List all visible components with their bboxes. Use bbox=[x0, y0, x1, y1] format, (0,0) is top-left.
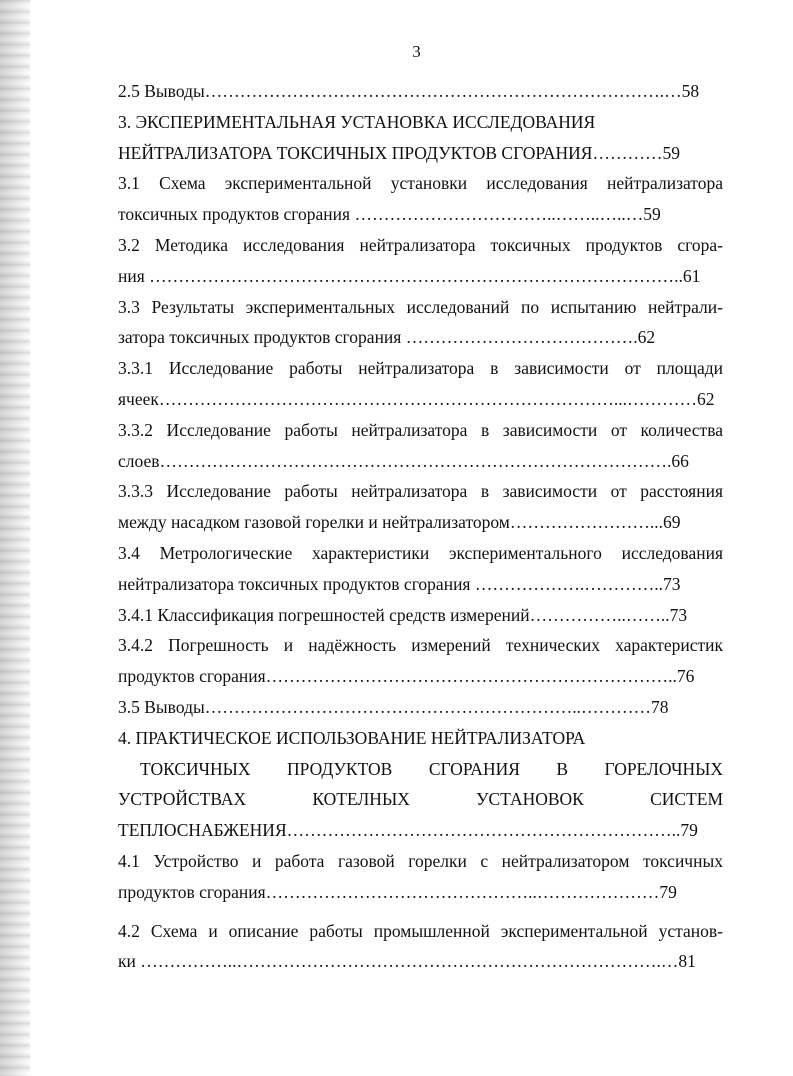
toc-entry-3-4: 3.4 Метрологические характеристики экспериментального исследования bbox=[118, 542, 723, 563]
spacer bbox=[118, 908, 723, 916]
toc-entry-3-3-2-cont: слоев…………………………………………………………………………….66 bbox=[118, 450, 689, 471]
toc-entry-3-3-3: 3.3.3 Исследование работы нейтрализатора в зависимости от расстояния bbox=[118, 481, 723, 502]
toc-entry-4-1: 4.1 Устройство и работа газовой горелки с нейтрализатором токсичных bbox=[118, 850, 723, 871]
toc-chapter-3-title: 3. ЭКСПЕРИМЕНТАЛЬНАЯ УСТАНОВКА ИССЛЕДОВАНИЯ bbox=[118, 111, 596, 132]
toc-chapter-4-title: 4. ПРАКТИЧЕСКОЕ ИСПОЛЬЗОВАНИЕ НЕЙТРАЛИЗАТОРА bbox=[118, 727, 586, 748]
toc-chapter-3-title-cont: НЕЙТРАЛИЗАТОРА ТОКСИЧНЫХ ПРОДУКТОВ СГОРАНИЯ…………59 bbox=[118, 142, 680, 163]
toc-entry-3-3-3-cont: между насадком газовой горелки и нейтрализатором……………………...69 bbox=[118, 512, 681, 533]
toc-entry-4-2: 4.2 Схема и описание работы промышленной экспериментальной установ- bbox=[118, 920, 723, 941]
toc-entry-3-4-1: 3.4.1 Классификация погрешностей средств измерений……………..……..73 bbox=[118, 604, 688, 625]
toc-entry-4-1-cont: продуктов сгорания………………………………………..…………………79 bbox=[118, 881, 677, 902]
toc-entry-3-3-cont: затора токсичных продуктов сгорания ………………………………….62 bbox=[118, 327, 656, 348]
toc-entry-3-3-2: 3.3.2 Исследование работы нейтрализатора в зависимости от количества bbox=[118, 419, 723, 440]
toc-entry-3-2-cont: ния ………………………………………………………………………………..61 bbox=[118, 265, 701, 286]
page-number: 3 bbox=[412, 42, 421, 61]
toc-entry-3-4-2: 3.4.2 Погрешность и надёжность измерений технических характеристик bbox=[118, 635, 723, 656]
toc-chapter-4-title-cont-2: УСТРОЙСТВАХ КОТЕЛНЫХ УСТАНОВОК СИСТЕМ bbox=[118, 789, 723, 810]
toc-entry-3-5: 3.5 Выводы………………………………………………………..…………78 bbox=[118, 696, 669, 717]
toc-entry-3-2: 3.2 Методика исследования нейтрализатора токсичных продуктов сгора- bbox=[118, 234, 723, 255]
toc-entry-3-4-2-cont: продуктов сгорания……………………………………………………………..76 bbox=[118, 666, 695, 687]
toc-entry-4-2-cont: ки ……………..……………………………………………………………….…81 bbox=[118, 951, 696, 972]
toc-entry-3-3: 3.3 Результаты экспериментальных исследований по испытанию нейтрали- bbox=[118, 296, 723, 317]
toc-chapter-4-title-cont-3: ТЕПЛОСНАБЖЕНИЯ…………………………………………………………..79 bbox=[118, 820, 698, 841]
table-of-contents bbox=[118, 76, 723, 977]
toc-entry-3-3-1-cont: ячеек……………………………………………………………………...…………62 bbox=[118, 388, 715, 409]
toc-entry-3-1: 3.1 Схема экспериментальной установки исследования нейтрализатора bbox=[118, 173, 723, 194]
toc-entry-2-5: 2.5 Выводы…………………………………………………………………….…58 bbox=[118, 81, 700, 101]
scan-edge-artifact bbox=[0, 0, 30, 1076]
toc-entry-3-4-cont: нейтрализатора токсичных продуктов сгорания ……………….…………..73 bbox=[118, 573, 681, 594]
toc-entry-3-1-cont: токсичных продуктов сгорания ……………………………..……..…..…59 bbox=[118, 204, 661, 225]
toc-entry-3-3-1: 3.3.1 Исследование работы нейтрализатора в зависимости от площади bbox=[118, 358, 723, 379]
toc-chapter-4-title-cont-1: ТОКСИЧНЫХ ПРОДУКТОВ СГОРАНИЯ В ГОРЕЛОЧНЫХ bbox=[140, 758, 723, 779]
